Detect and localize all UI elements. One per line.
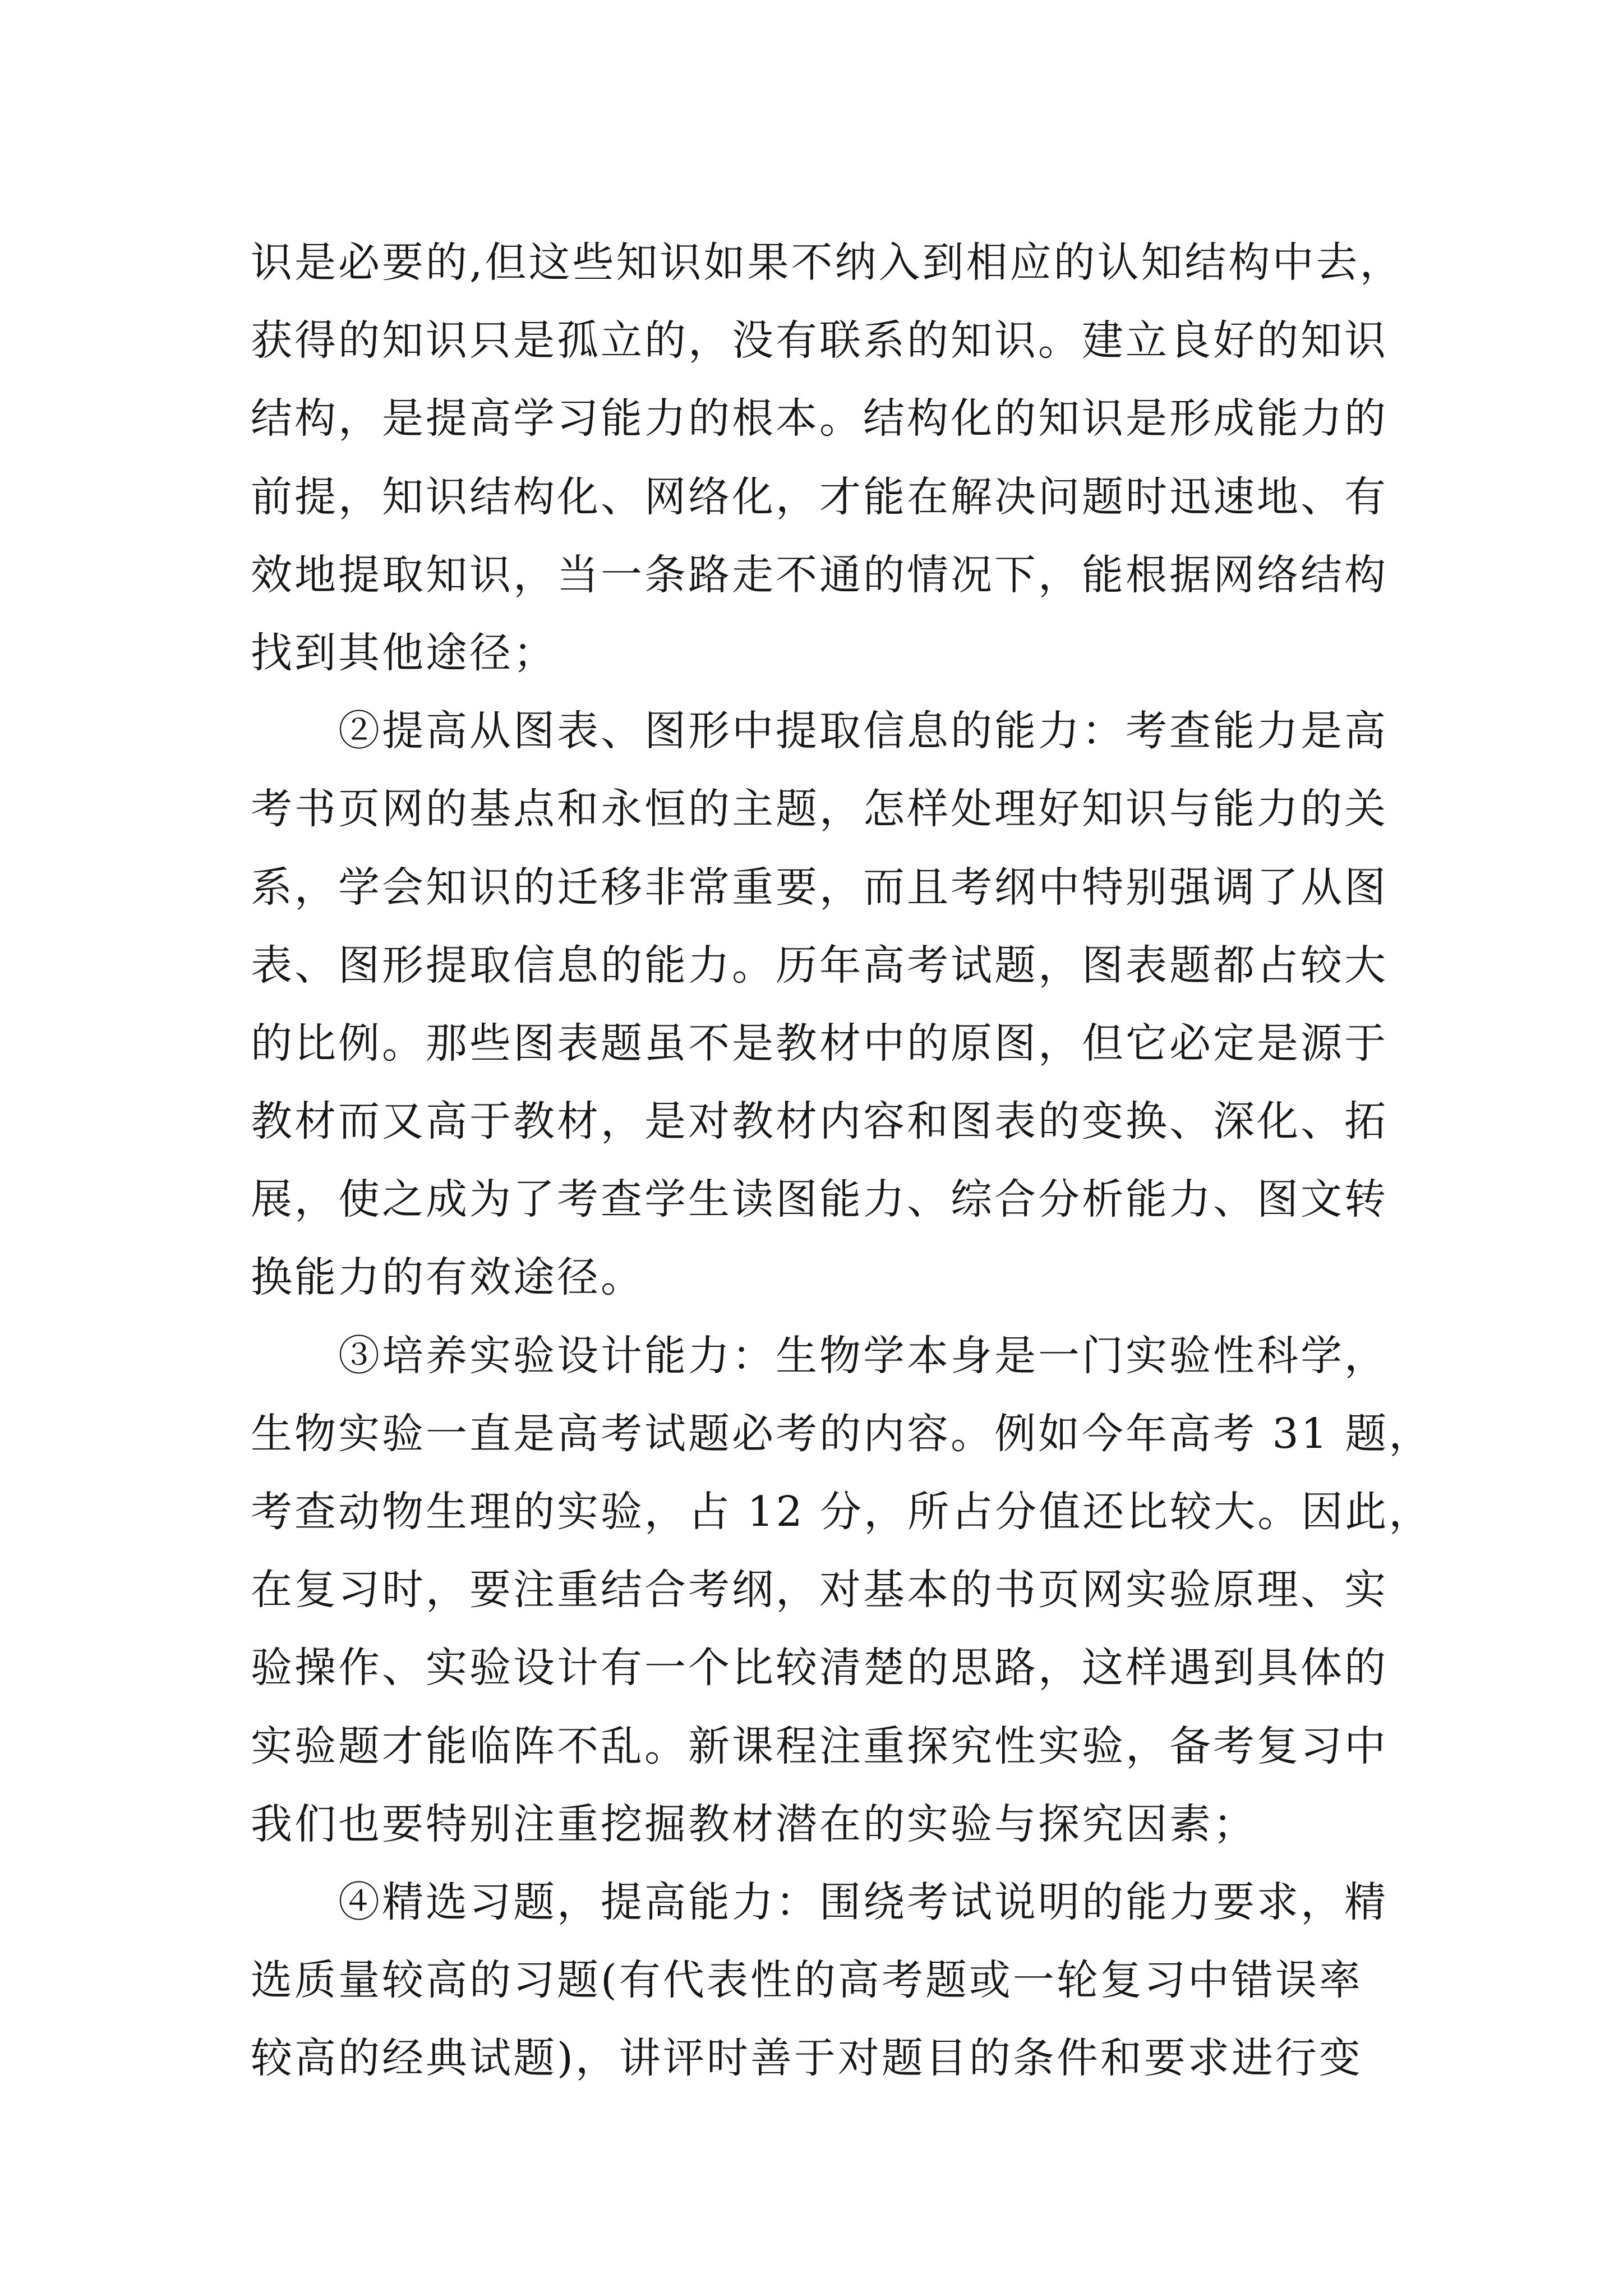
- text-line: 实验题才能临阵不乱。新课程注重探究性实验，备考复习中: [251, 1722, 1388, 1770]
- text-line: ③培养实验设计能力：生物学本身是一门实验性科学，: [338, 1331, 1388, 1380]
- text-line: 我们也要特别注重挖掘教材潜在的实验与探究因素；: [251, 1800, 1257, 1848]
- text-line: 获得的知识只是孤立的，没有联系的知识。建立良好的知识: [251, 316, 1388, 365]
- text-line: 表、图形提取信息的能力。历年高考试题，图表题都占较大: [251, 941, 1388, 990]
- text-line: ④精选习题，提高能力：围绕考试说明的能力要求，精: [338, 1878, 1388, 1926]
- text-line: 生物实验一直是高考试题必考的内容。例如今年高考 31 题，: [251, 1409, 1433, 1458]
- text-line: 在复习时，要注重结合考纲，对基本的书页网实验原理、实: [251, 1566, 1388, 1614]
- text-line: 验操作、实验设计有一个比较清楚的思路，这样遇到具体的: [251, 1644, 1388, 1692]
- text-line: 换能力的有效途径。: [251, 1253, 644, 1302]
- text-line: 找到其他途径；: [251, 628, 557, 677]
- text-line: 选质量较高的习题(有代表性的高考题或一轮复习中错误率: [251, 1956, 1363, 2005]
- text-line: 识是必要的,但这些知识如果不纳入到相应的认知结构中去，: [251, 238, 1404, 287]
- text-line: 考书页网的基点和永恒的主题，怎样处理好知识与能力的关: [251, 785, 1388, 834]
- paragraph: [251, 1317, 1623, 1864]
- text-line: 系，学会知识的迁移非常重要，而且考纲中特别强调了从图: [251, 863, 1388, 912]
- text-line: 展，使之成为了考查学生读图能力、综合分析能力、图文转: [251, 1175, 1388, 1224]
- text-line: 的比例。那些图表题虽不是教材中的原图，但它必定是源于: [251, 1019, 1388, 1068]
- text-line: 考查动物生理的实验，占 12 分，所占分值还比较大。因此，: [251, 1488, 1433, 1536]
- paragraph: [251, 692, 1623, 1317]
- text-line: ②提高从图表、图形中提取信息的能力：考查能力是高: [338, 707, 1388, 756]
- text-line: 前提，知识结构化、网络化，才能在解决问题时迅速地、有: [251, 472, 1388, 521]
- text-line: 效地提取知识，当一条路走不通的情况下，能根据网络结构: [251, 550, 1388, 599]
- text-line: 结构，是提高学习能力的根本。结构化的知识是形成能力的: [251, 394, 1388, 443]
- paragraph: [251, 224, 1623, 692]
- text-line: 较高的经典试题)，讲评时善于对题目的条件和要求进行变: [251, 2034, 1363, 2083]
- paragraph: [251, 1864, 1623, 2098]
- text-line: 教材而又高于教材，是对教材内容和图表的变换、深化、拓: [251, 1097, 1388, 1146]
